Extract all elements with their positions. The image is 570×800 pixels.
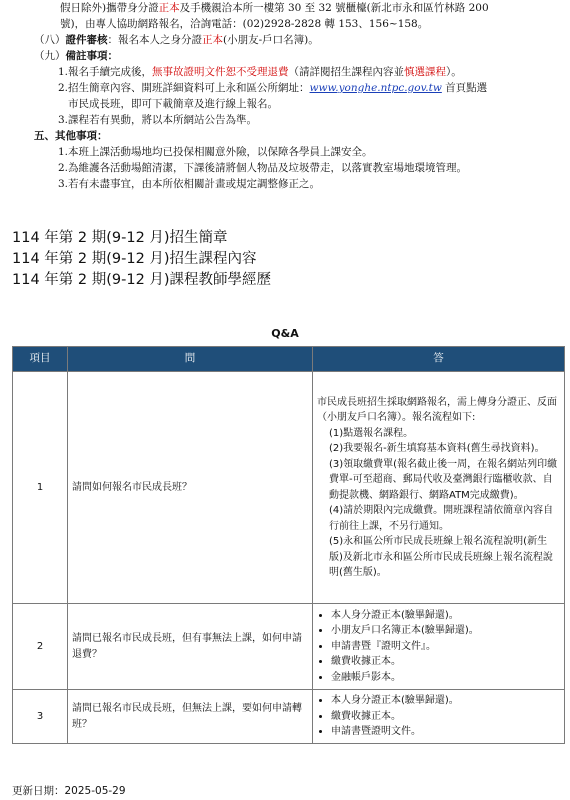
answer-cell	[313, 372, 565, 604]
question-cell: 請問已報名市民成長班，但無法上課，要如何申請轉班？	[68, 690, 313, 744]
other-1: 1.本班上課活動場地均已投保相關意外險，以保障各學員上課安全。	[58, 146, 373, 158]
answer-step: (2)我要報名-新生填寫基本資料(舊生尋找資料)。	[329, 443, 545, 454]
answer-list	[317, 693, 560, 740]
item-8: （八）證件審核：報名本人之身分證正本(小朋友-戶口名簿)。	[34, 34, 319, 46]
question-cell: 請問已報名市民成長班，但有事無法上課，如何申請退費？	[68, 604, 313, 690]
other-3: 3.若有未盡事宜，由本所依相關計畫或規定調整修正之。	[58, 178, 321, 190]
updated-date: 更新日期：2025-05-29	[12, 785, 126, 797]
answer-cell	[313, 690, 565, 744]
course-content-link[interactable]: 114 年第 2 期(9-12 月)招生課程內容	[12, 251, 257, 267]
table-header-row	[13, 347, 565, 372]
list-item: • 申請書暨證明文件。	[331, 724, 560, 740]
section-5-heading: 五、其他事項：	[34, 130, 108, 142]
answer-intro: 市民成長班招生採取網路報名，需上傳身分證正、反面（小朋友戶口名簿）。報名流程如下:	[317, 396, 557, 423]
brochure-link[interactable]: 114 年第 2 期(9-12 月)招生簡章	[12, 230, 228, 246]
row-number: 2	[13, 604, 68, 690]
answer-step: (5)永和區公所市民成長班線上報名流程說明(新生版)及新北市永和區公所市民成長班線上報名流程說明(舊生版)。	[329, 536, 553, 578]
answer-cell	[313, 604, 565, 690]
note-3: 3.課程若有異動，將以本所網站公告為準。	[58, 114, 258, 126]
note-1: 1.報名手續完成後，無事故證明文件恕不受理退費（請詳閱招生課程內容並慎選課程）。	[58, 66, 462, 78]
list-item: • 本人身分證正本(驗畢歸還)。	[331, 608, 560, 624]
list-item: • 申請書暨『證明文件』。	[331, 639, 560, 655]
header-question: 問	[68, 347, 313, 372]
website-link[interactable]: www.yonghe.ntpc.gov.tw	[309, 82, 442, 94]
header-answer: 答	[313, 347, 565, 372]
row-number: 1	[13, 372, 68, 604]
table-row	[13, 372, 565, 604]
list-item: • 本人身分證正本(驗畢歸還)。	[331, 693, 560, 709]
teacher-background-link[interactable]: 114 年第 2 期(9-12 月)課程教師學經歷	[12, 272, 272, 288]
notice-line: 假日除外)攜帶身分證正本及手機親洽本所一樓第 30 至 32 號櫃檯(新北市永和區竹林路 200	[60, 2, 489, 14]
question-cell: 請問如何報名市民成長班？	[68, 372, 313, 604]
qa-table	[12, 346, 565, 744]
table-row	[13, 604, 565, 690]
item-9-heading: （九）備註事項：	[34, 50, 118, 62]
notice-line: 號)，由專人協助網路報名，洽詢電話：(02)2928-2828 轉 153、156~158。	[60, 18, 429, 30]
other-2: 2.為維護各活動場館清潔，下課後請將個人物品及垃圾帶走，以落實教室場地環境管理。	[58, 162, 468, 174]
header-item: 項目	[13, 347, 68, 372]
list-item: • 繳費收據正本。	[331, 709, 560, 725]
note-2-cont: 市民成長班，即可下載簡章及進行線上報名。	[68, 98, 278, 110]
answer-list	[317, 608, 560, 686]
note-2: 2.招生簡章內容、開班詳細資料可上永和區公所網址：www.yonghe.ntpc.gov.tw 首頁點選	[58, 82, 488, 94]
table-row	[13, 690, 565, 744]
row-number: 3	[13, 690, 68, 744]
qa-title: Q&A	[271, 327, 299, 340]
answer-step: (3)領取繳費單(報名截止後一周，在報名網站列印繳費單-可至超商、郵局代收及臺灣銀行臨櫃收款、自動提款機、網路銀行、網路ATM完成繳費)。	[329, 458, 558, 501]
document-links	[12, 228, 271, 291]
list-item: • 繳費收據正本。	[331, 654, 560, 670]
answer-step: (1)點選報名課程。	[329, 427, 414, 439]
list-item: • 金融帳戶影本。	[331, 670, 560, 686]
answer-step: (4)請於期限內完成繳費。開班課程請依簡章內容自行前往上課，不另行通知。	[329, 505, 554, 532]
list-item: • 小朋友戶口名簿正本(驗畢歸還)。	[331, 623, 560, 639]
